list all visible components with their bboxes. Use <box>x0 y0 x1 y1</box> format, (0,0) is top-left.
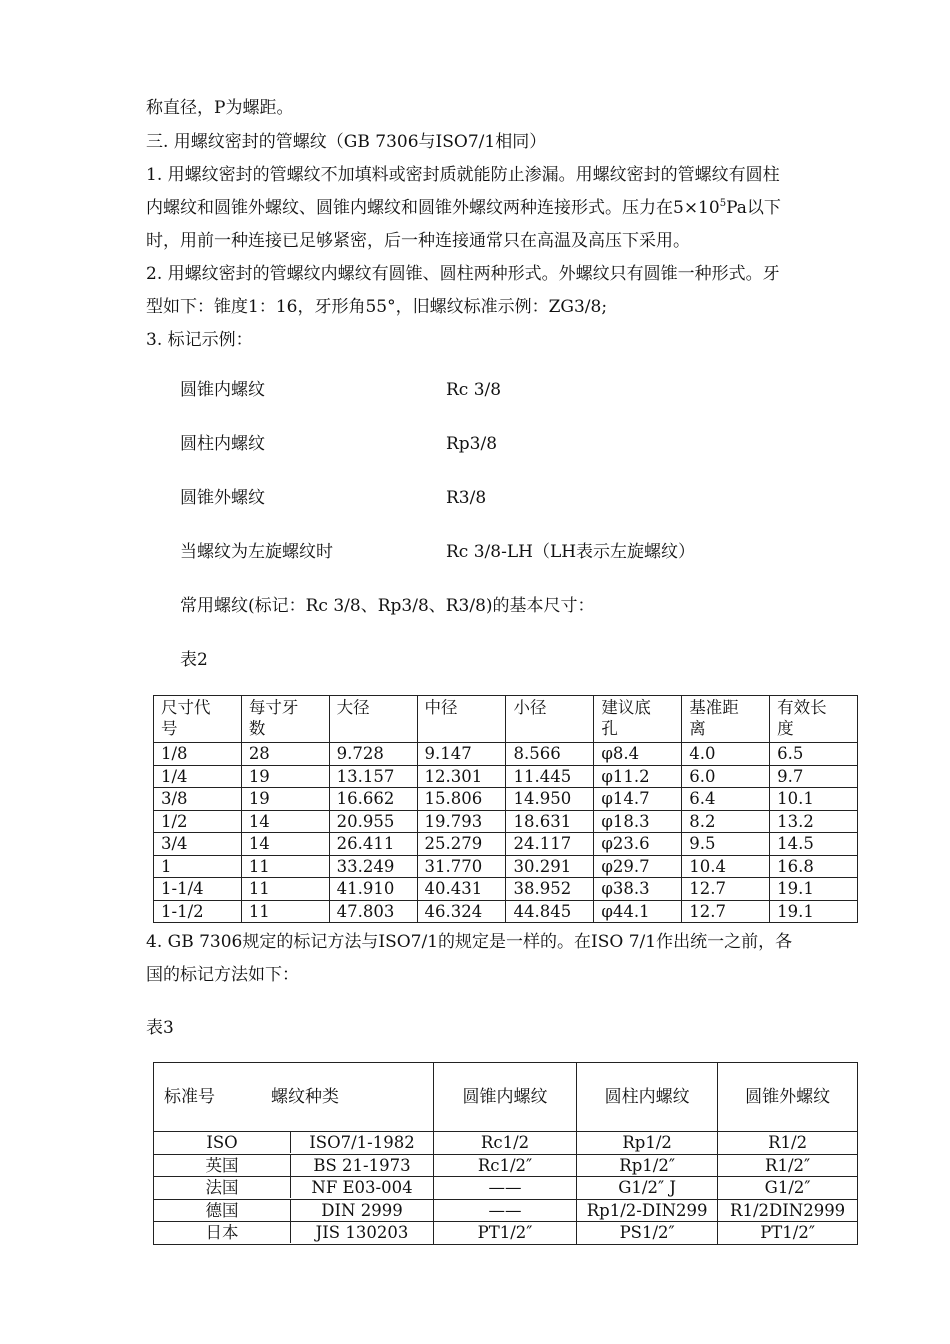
table-cell: G1/2″ <box>718 1177 858 1200</box>
table-cell: 6.0 <box>682 765 770 788</box>
table-row <box>154 765 858 788</box>
mark-label: 圆锥内螺纹 <box>180 380 265 400</box>
table-row <box>154 1199 858 1222</box>
table-cell: —— <box>434 1177 577 1200</box>
table-2-header-cell: 中径 <box>417 696 506 743</box>
table-cell: 19.793 <box>417 810 506 833</box>
table-3-header-cell: 圆柱内螺纹 <box>577 1063 718 1132</box>
table-cell: 14 <box>241 833 329 856</box>
table-cell: 10.4 <box>682 855 770 878</box>
table-cell: 14.5 <box>770 833 858 856</box>
table-cell: 38.952 <box>506 878 594 901</box>
table-cell: 19 <box>241 788 329 811</box>
paragraph-3: 3. 标记示例： <box>146 330 253 350</box>
table-cell: 1-1/2 <box>154 900 242 923</box>
table-cell: 8.566 <box>506 743 594 766</box>
mark-value: R3/8 <box>446 488 487 508</box>
table-cell: φ11.2 <box>594 765 682 788</box>
table-cell: 11 <box>241 900 329 923</box>
table-row <box>154 855 858 878</box>
table-cell: 30.291 <box>506 855 594 878</box>
table-2-header-cell: 基准距 离 <box>682 696 770 743</box>
mark-label: 圆锥外螺纹 <box>180 488 265 508</box>
table-cell: 6.4 <box>682 788 770 811</box>
table-cell: 18.631 <box>506 810 594 833</box>
table-row <box>154 878 858 901</box>
table-cell: Rp1/2″ <box>577 1154 718 1177</box>
section-3-heading: 三. 用螺纹密封的管螺纹（GB 7306与ISO7/1相同） <box>146 132 547 152</box>
common-thread-note: 常用螺纹(标记：Rc 3/8、Rp3/8、R3/8)的基本尺寸： <box>180 596 595 616</box>
table-2-caption: 表2 <box>180 650 208 670</box>
table-row <box>154 900 858 923</box>
table-cell: ISO ISO7/1-1982 <box>154 1132 434 1155</box>
intro-line: 称直径，P为螺距。 <box>146 98 294 118</box>
table-cell: 9.7 <box>770 765 858 788</box>
table-cell: 1/8 <box>154 743 242 766</box>
table-cell: 9.147 <box>417 743 506 766</box>
table-cell: φ44.1 <box>594 900 682 923</box>
table-cell: 12.7 <box>682 900 770 923</box>
table-cell: φ29.7 <box>594 855 682 878</box>
table-cell: 20.955 <box>329 810 417 833</box>
paragraph-4-line-1: 4. GB 7306规定的标记方法与ISO7/1的规定是一样的。在ISO 7/1作出统一之前，各 <box>146 932 793 952</box>
table-cell: φ18.3 <box>594 810 682 833</box>
table-2-header-cell: 小径 <box>506 696 594 743</box>
table-2 <box>153 695 858 923</box>
table-cell: 日本 JIS 130203 <box>154 1222 434 1245</box>
table-cell: Rp1/2-DIN299 <box>577 1199 718 1222</box>
table-row <box>154 1222 858 1245</box>
mark-label: 圆柱内螺纹 <box>180 434 265 454</box>
mark-value: Rc 3/8 <box>446 380 502 400</box>
table-cell: 19.1 <box>770 878 858 901</box>
table-cell: 英国 BS 21-1973 <box>154 1154 434 1177</box>
table-cell: 47.803 <box>329 900 417 923</box>
table-cell: 19.1 <box>770 900 858 923</box>
mark-label: 当螺纹为左旋螺纹时 <box>180 542 333 562</box>
table-3 <box>153 1062 858 1245</box>
table-cell: 16.662 <box>329 788 417 811</box>
table-2-header-cell: 建议底 孔 <box>594 696 682 743</box>
table-cell: Rc1/2 <box>434 1132 577 1155</box>
table-row <box>154 810 858 833</box>
table-2-header-cell: 尺寸代 号 <box>154 696 242 743</box>
table-cell: 25.279 <box>417 833 506 856</box>
table-cell: 德国 DIN 2999 <box>154 1199 434 1222</box>
table-cell: 3/8 <box>154 788 242 811</box>
paragraph-1-line-2: 内螺纹和圆锥外螺纹、圆锥内螺纹和圆锥外螺纹两种连接形式。压力在$5\times 10^5Pa$以下 <box>146 198 781 218</box>
table-cell: —— <box>434 1199 577 1222</box>
table-cell: R1/2″ <box>718 1154 858 1177</box>
table-cell: 6.5 <box>770 743 858 766</box>
mark-value: Rp3/8 <box>446 434 498 454</box>
table-cell: 4.0 <box>682 743 770 766</box>
table-cell: 46.324 <box>417 900 506 923</box>
table-cell: 40.431 <box>417 878 506 901</box>
table-cell: 10.1 <box>770 788 858 811</box>
table-cell: 28 <box>241 743 329 766</box>
table-cell: 8.2 <box>682 810 770 833</box>
table-cell: 16.8 <box>770 855 858 878</box>
paragraph-2-line-2: 型如下：锥度1：16，牙形角55°，旧螺纹标准示例：ZG3/8; <box>146 297 608 317</box>
table-cell: PT1/2″ <box>718 1222 858 1245</box>
table-cell: 9.5 <box>682 833 770 856</box>
mark-value: Rc 3/8-LH（LH表示左旋螺纹） <box>446 542 696 562</box>
table-3-header-cell: 标准号 螺纹种类 <box>154 1063 434 1132</box>
table-cell: PT1/2″ <box>434 1222 577 1245</box>
table-cell: 14 <box>241 810 329 833</box>
table-3-caption: 表3 <box>146 1018 174 1038</box>
table-cell: 33.249 <box>329 855 417 878</box>
table-row <box>154 1177 858 1200</box>
table-cell: φ8.4 <box>594 743 682 766</box>
table-cell: φ14.7 <box>594 788 682 811</box>
table-3-header-cell: 圆锥外螺纹 <box>718 1063 858 1132</box>
table-2-header-cell: 大径 <box>329 696 417 743</box>
paragraph-1-line-3: 时，用前一种连接已足够紧密，后一种连接通常只在高温及高压下采用。 <box>146 231 690 251</box>
table-cell: 1-1/4 <box>154 878 242 901</box>
table-cell: 44.845 <box>506 900 594 923</box>
table-cell: 13.2 <box>770 810 858 833</box>
table-cell: 1/2 <box>154 810 242 833</box>
table-cell: 19 <box>241 765 329 788</box>
table-3-header-cell: 圆锥内螺纹 <box>434 1063 577 1132</box>
paragraph-4-line-2: 国的标记方法如下： <box>146 965 299 985</box>
table-row <box>154 1154 858 1177</box>
table-cell: G1/2″ J <box>577 1177 718 1200</box>
table-cell: 13.157 <box>329 765 417 788</box>
table-cell: Rc1/2″ <box>434 1154 577 1177</box>
table-cell: 15.806 <box>417 788 506 811</box>
paragraph-2-line-1: 2. 用螺纹密封的管螺纹内螺纹有圆锥、圆柱两种形式。外螺纹只有圆锥一种形式。牙 <box>146 264 780 284</box>
table-cell: 41.910 <box>329 878 417 901</box>
table-row <box>154 833 858 856</box>
table-cell: 法国 NF E03-004 <box>154 1177 434 1200</box>
table-cell: φ23.6 <box>594 833 682 856</box>
table-3-header-row <box>154 1063 858 1132</box>
table-2-header-cell: 有效长 度 <box>770 696 858 743</box>
table-cell: 14.950 <box>506 788 594 811</box>
table-cell: R1/2 <box>718 1132 858 1155</box>
table-cell: 1/4 <box>154 765 242 788</box>
table-row <box>154 743 858 766</box>
table-cell: φ38.3 <box>594 878 682 901</box>
table-2-header-row <box>154 696 858 743</box>
paragraph-1-line-1: 1. 用螺纹密封的管螺纹不加填料或密封质就能防止渗漏。用螺纹密封的管螺纹有圆柱 <box>146 165 780 185</box>
table-2-header-cell: 每寸牙 数 <box>241 696 329 743</box>
table-cell: PS1/2″ <box>577 1222 718 1245</box>
table-row <box>154 788 858 811</box>
table-cell: 1 <box>154 855 242 878</box>
table-cell: 11.445 <box>506 765 594 788</box>
exponent: 5 <box>719 198 727 209</box>
table-row <box>154 1132 858 1155</box>
table-cell: 3/4 <box>154 833 242 856</box>
table-cell: 11 <box>241 855 329 878</box>
table-cell: 24.117 <box>506 833 594 856</box>
table-cell: 12.7 <box>682 878 770 901</box>
table-cell: 31.770 <box>417 855 506 878</box>
table-cell: 12.301 <box>417 765 506 788</box>
table-cell: Rp1/2 <box>577 1132 718 1155</box>
table-cell: 11 <box>241 878 329 901</box>
table-cell: 26.411 <box>329 833 417 856</box>
table-cell: 9.728 <box>329 743 417 766</box>
table-cell: R1/2DIN2999 <box>718 1199 858 1222</box>
